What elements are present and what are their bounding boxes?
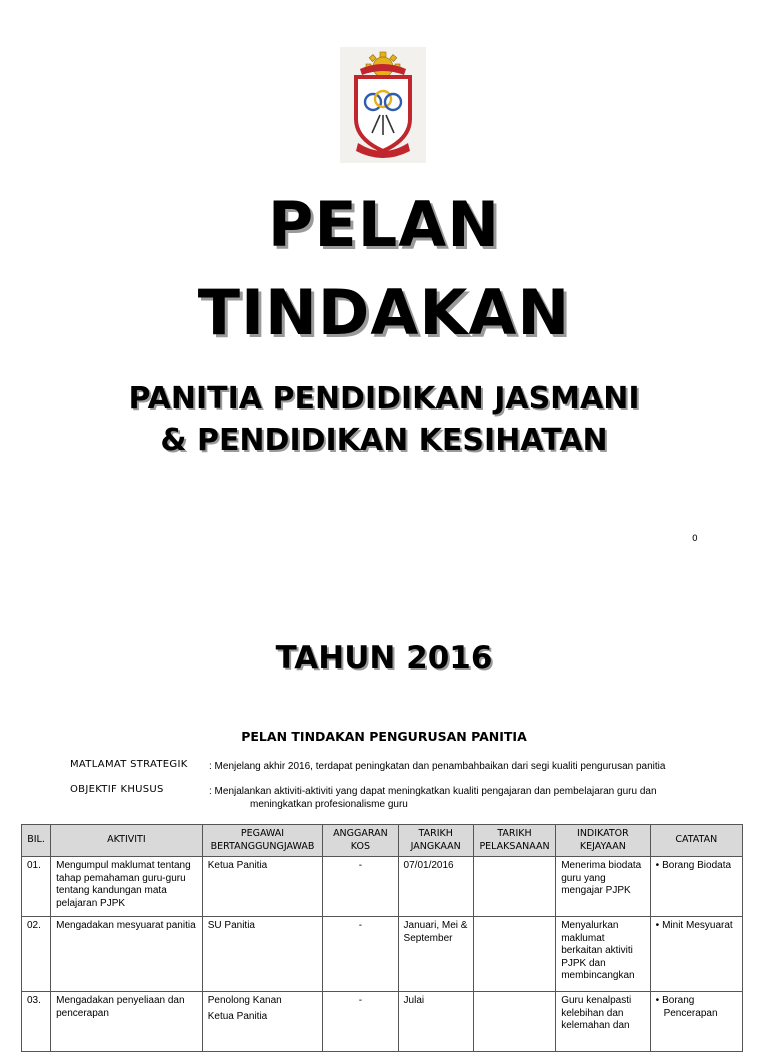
header-bil: BIL. — [22, 825, 51, 857]
cell-aktiviti: Mengadakan penyeliaan dan pencerapan — [51, 992, 203, 1052]
cell-bil: 02. — [22, 917, 51, 992]
cell-anggaran: - — [323, 917, 398, 992]
school-crest-logo — [340, 47, 426, 163]
header-anggaran: ANGGARAN KOS — [323, 825, 398, 857]
catatan-item: • Borang Biodata — [656, 860, 737, 873]
cell-anggaran: - — [323, 857, 398, 917]
cell-tarikh-jangkaan: 07/01/2016 — [398, 857, 473, 917]
cell-bil: 03. — [22, 992, 51, 1052]
document-heading: PELAN TINDAKAN PENGURUSAN PANITIA — [241, 729, 527, 744]
header-pegawai: PEGAWAI BERTANGGUNGJAWAB — [202, 825, 323, 857]
cell-aktiviti: Mengadakan mesyuarat panitia — [51, 917, 203, 992]
objektif-label: OBJEKTIF KHUSUS — [70, 784, 164, 795]
matlamat-label: MATLAMAT STRATEGIK — [70, 759, 188, 770]
cell-pegawai: Ketua Panitia — [202, 857, 323, 917]
cover-title-line2: TINDAKAN — [197, 276, 571, 349]
cell-bil: 01. — [22, 857, 51, 917]
cell-aktiviti: Mengumpul maklumat tentang tahap pemahaman guru-guru tentang kandungan mata pelajaran PJPK — [51, 857, 203, 917]
pegawai-line: Ketua Panitia — [207, 1010, 268, 1022]
cell-catatan — [650, 992, 742, 1052]
action-plan-table — [21, 824, 743, 1052]
objektif-text-line2: meningkatkan profesionalisme guru — [250, 799, 408, 810]
table-row — [22, 917, 743, 992]
cover-subtitle-line2: & PENDIDIKAN KESIHATAN — [160, 423, 608, 458]
page-number: 0 — [692, 534, 698, 544]
catatan-item: • Borang Pencerapan — [656, 995, 737, 1020]
pegawai-line: Penolong Kanan — [207, 995, 282, 1006]
cell-tarikh-pelaksanaan — [473, 992, 555, 1052]
cell-pegawai: SU Panitia — [202, 917, 323, 992]
header-tarikh-pelaksanaan: TARIKH PELAKSANAAN — [473, 825, 555, 857]
cover-year: TAHUN 2016 — [275, 640, 493, 676]
cell-catatan — [650, 917, 742, 992]
header-aktiviti: AKTIVITI — [51, 825, 203, 857]
cell-indikator: Menerima biodata guru yang mengajar PJPK — [556, 857, 650, 917]
cell-tarikh-jangkaan: Januari, Mei & September — [398, 917, 473, 992]
cell-indikator: Guru kenalpasti kelebihan dan kelemahan dan — [556, 992, 650, 1052]
table-row — [22, 857, 743, 917]
header-catatan: CATATAN — [650, 825, 742, 857]
matlamat-text: : Menjelang akhir 2016, terdapat peningkatan dan penambahbaikan dari segi kualiti pengurusan panitia — [209, 761, 666, 772]
catatan-item: • Minit Mesyuarat — [656, 920, 737, 933]
cell-pegawai — [202, 992, 323, 1052]
header-tarikh-jangkaan: TARIKH JANGKAAN — [398, 825, 473, 857]
header-indikator: INDIKATOR KEJAYAAN — [556, 825, 650, 857]
cover-subtitle-line1: PANITIA PENDIDIKAN JASMANI — [128, 381, 640, 416]
cell-tarikh-jangkaan: Julai — [398, 992, 473, 1052]
table-header-row — [22, 825, 743, 857]
cell-catatan — [650, 857, 742, 917]
objektif-text-line1: : Menjalankan aktiviti-aktiviti yang dapat meningkatkan kualiti pengajaran dan pembelajaran guru dan — [209, 786, 657, 797]
cell-tarikh-pelaksanaan — [473, 857, 555, 917]
cell-anggaran: - — [323, 992, 398, 1052]
cell-tarikh-pelaksanaan — [473, 917, 555, 992]
cell-indikator: Menyalurkan maklumat berkaitan aktiviti PJPK dan membincangkan — [556, 917, 650, 992]
cover-title-line1: PELAN — [267, 188, 501, 261]
table-row — [22, 992, 743, 1052]
